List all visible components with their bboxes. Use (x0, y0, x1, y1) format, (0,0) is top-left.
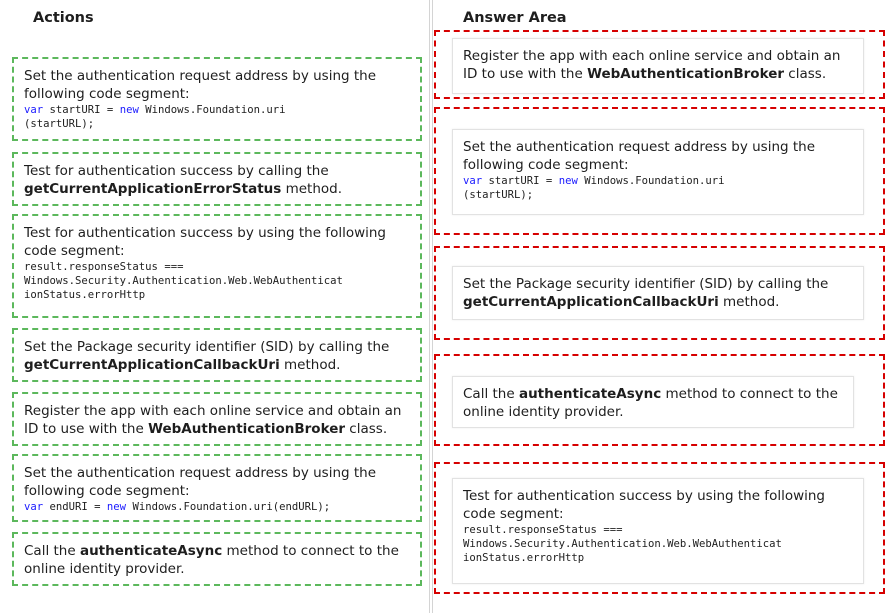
answer-slot-1[interactable] (434, 30, 885, 99)
action-item-end-uri[interactable] (12, 454, 422, 522)
action-item-start-uri[interactable] (12, 57, 422, 141)
answer-area-title: Answer Area (463, 10, 567, 26)
answer-slot-4[interactable] (434, 354, 885, 446)
answer-card-authenticate-async[interactable]: Call the authenticateAsync method to connect to the online identity provider. (452, 376, 854, 428)
action-item-authenticate-async[interactable] (12, 532, 422, 586)
action-item-register-app[interactable] (12, 392, 422, 446)
answer-card-register-app[interactable]: Register the app with each online service and obtain an ID to use with the WebAuthenticationBroker class. (452, 38, 864, 94)
answer-slot-5[interactable] (434, 462, 885, 594)
answer-area-panel (432, 0, 886, 613)
answer-slot-2[interactable] (434, 107, 885, 235)
action-item-error-status[interactable] (12, 152, 422, 206)
action-item-text: Test for authentication success by calling the getCurrentApplicationErrorStatus method. (24, 163, 343, 197)
answer-card-code: var startURI = new Windows.Foundation.uri (startURL); (463, 175, 725, 201)
action-item-text: Set the Package security identifier (SID) by calling the getCurrentApplicationCallbackUri method. (24, 339, 390, 373)
actions-title: Actions (33, 10, 94, 26)
answer-card-package-sid[interactable]: Set the Package security identifier (SID) by calling the getCurrentApplicationCallbackUri method. (452, 266, 864, 320)
action-item-text: Set the authentication request address by using the following code segment: (24, 465, 377, 499)
action-item-text: Test for authentication success by using the following code segment: (24, 225, 387, 259)
action-item-code: result.responseStatus === Windows.Security.Authentication.Web.WebAuthenticat ionStatus.errorHttp (24, 261, 343, 301)
action-item-code: var startURI = new Windows.Foundation.uri (startURL); (24, 104, 286, 130)
actions-panel (0, 0, 430, 613)
action-item-test-error-http[interactable] (12, 214, 422, 318)
action-item-package-sid[interactable] (12, 328, 422, 382)
action-item-code: var endURI = new Windows.Foundation.uri(endURL); (24, 501, 331, 513)
action-item-text: Call the authenticateAsync method to connect to the online identity provider. (24, 543, 399, 577)
action-item-text: Set the authentication request address by using the following code segment: (24, 68, 377, 102)
answer-card-test-error-http[interactable]: Test for authentication success by using the following code segment: result.responseStatus === Windows.Security.Authentication.Web.WebAuthenticat ionStatus.errorHttp (452, 478, 864, 584)
answer-slot-3[interactable] (434, 246, 885, 340)
answer-card-code: result.responseStatus === Windows.Security.Authentication.Web.WebAuthenticat ionStatus.errorHttp (463, 524, 782, 564)
answer-card-start-uri[interactable]: Set the authentication request address by using the following code segment: var startURI = new Windows.Foundation.uri (startURL); (452, 129, 864, 215)
action-item-text: Register the app with each online service and obtain an ID to use with the WebAuthenticationBroker class. (24, 403, 402, 437)
